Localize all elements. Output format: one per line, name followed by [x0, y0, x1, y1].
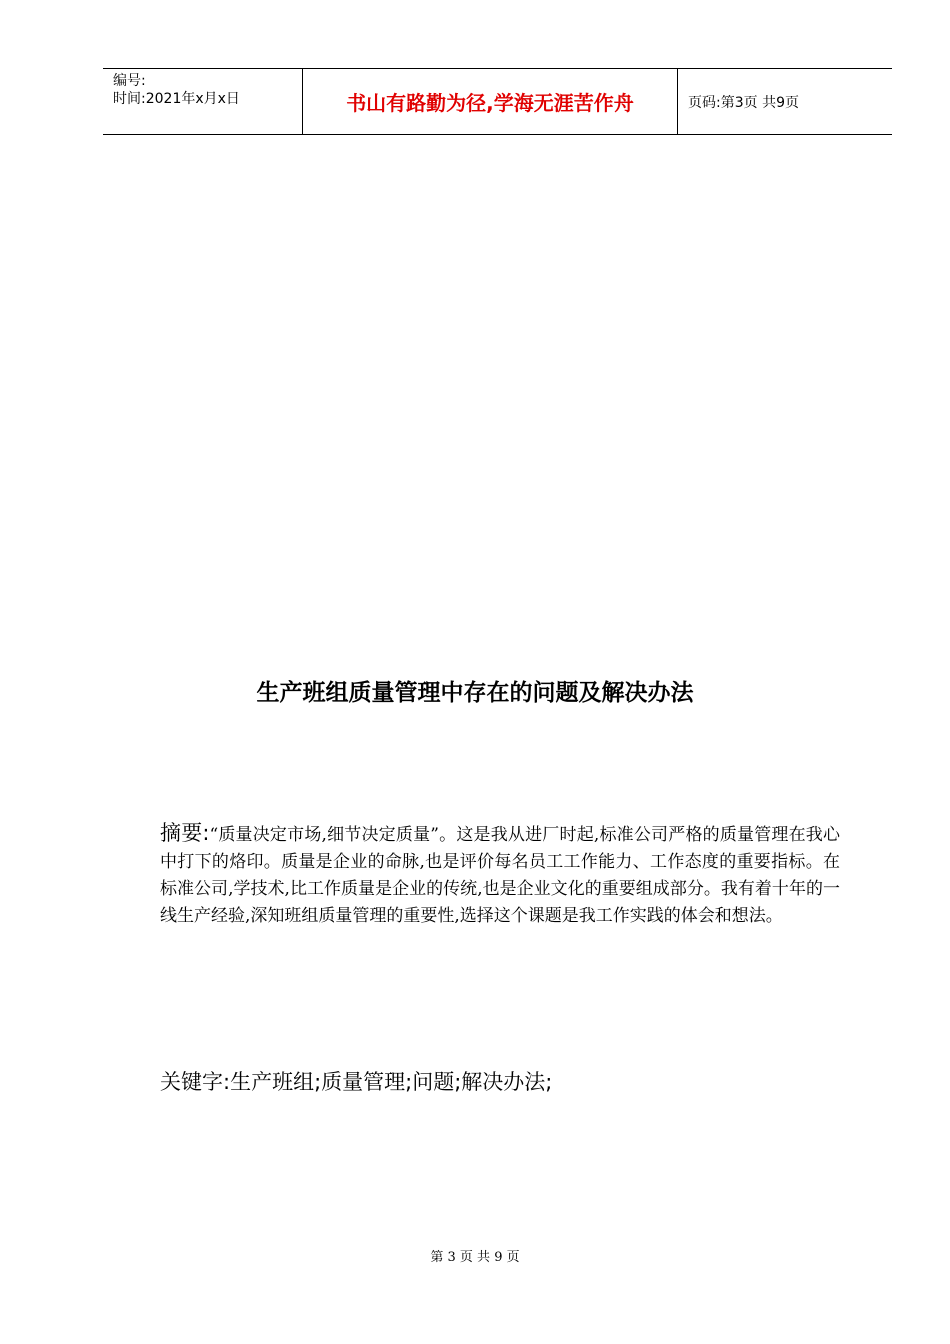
page-header — [103, 68, 892, 135]
abstract-label: 摘要: — [160, 821, 210, 845]
header-meta-cell — [103, 69, 303, 134]
abstract-paragraph — [160, 820, 840, 930]
document-number-label: 编号: — [113, 73, 146, 89]
document-title: 生产班组质量管理中存在的问题及解决办法 — [256, 680, 694, 706]
keywords-line: 关键字:生产班组;质量管理;问题;解决办法; — [160, 1070, 553, 1094]
abstract-text: “质量决定市场,细节决定质量”。这是我从进厂时起,标准公司严格的质量管理在我心中打下的烙印。质量是企业的命脉,也是评价每名员工工作能力、工作态度的重要指标。在标准公司,学技术,比工作质量是企业的传统,也是企业文化的重要组成部分。我有着十年的一线生产经验,深知班组质量管理的重要性,选择这个课题是我工作实践的体会和想法。 — [160, 825, 840, 926]
page-footer-number: 第 3 页 共 9 页 — [430, 1250, 520, 1265]
document-time-label: 时间:2021年x月x日 — [113, 91, 240, 107]
header-page-info: 页码:第3页 共9页 — [688, 94, 799, 111]
header-motto: 书山有路勤为径,学海无涯苦作舟 — [303, 69, 678, 134]
